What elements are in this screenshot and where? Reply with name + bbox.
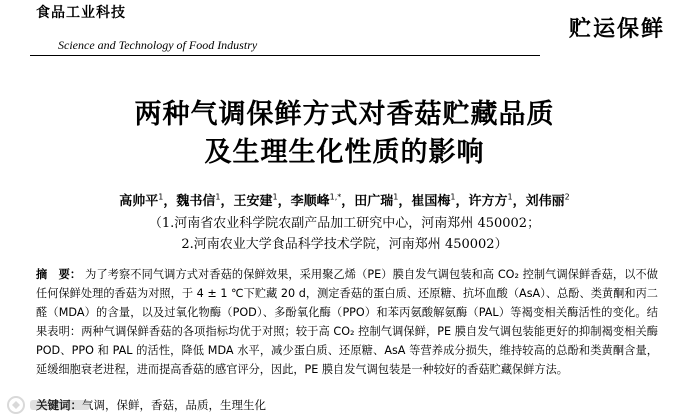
- journal-name-cn: 食品工业科技: [36, 5, 126, 21]
- author: 许方方$^1$: [468, 192, 513, 209]
- author: 李顺峰$^{1,*}$: [290, 192, 342, 209]
- keywords-text: 气调，保鲜，香菇，品质，生理生化: [82, 398, 266, 412]
- author: 高帅平$^1$: [119, 192, 164, 209]
- author: 魏书信$^1$: [176, 192, 221, 209]
- author: 崔国梅$^1$: [411, 192, 456, 209]
- abstract: [36, 266, 658, 379]
- affiliation-2: 2.河南农业大学食品科学技术学院，河南郑州 450002）: [181, 237, 508, 252]
- header-rule: [30, 55, 540, 56]
- author: 田广瑞$^1$: [354, 192, 399, 209]
- abstract-label: 摘 要：: [36, 268, 82, 281]
- article-title-line-2: 及生理生化性质的影响: [204, 137, 485, 168]
- affiliation-1: （1.河南省农业科学院农副产品加工研究中心，河南郑州 450002；: [148, 216, 541, 231]
- author-list: 高帅平$^1$，魏书信$^1$，王安建$^1$，李顺峰$^{1,*}$，田广瑞$^1$，崔国梅$^1$，许方方$^1$，刘伟丽$^2$: [119, 192, 570, 209]
- journal-header: [0, 0, 689, 64]
- author: 王安建$^1$: [233, 192, 278, 209]
- keywords: [36, 397, 266, 413]
- author: 刘伟丽$^2$: [525, 192, 570, 209]
- abstract-text: 为了考察不同气调方式对香菇的保鲜效果，采用聚乙烯（PE）膜自发气调包装和高 CO₂ 控制气调保鲜香菇，以不做任何保鲜处理的香菇为对照，于 4 ± 1 ℃下贮藏 20 d，测定香菇的蛋白质、还原糖、抗坏血酸（AsA）、总酚、类黄酮和丙二醛（MDA）的含量，以及过氧化物酶（POD）、多酚氧化酶（PPO）和苯丙氨酸解氨酶（PAL）等褐变相关酶活性的变化。结果表明：两种气调保鲜香菇的各项指标均优于对照；较于高 CO₂ 控制气调保鲜，PE 膜自发气调包装能更好的抑制褐变相关酶 POD、PPO 和 PAL 的活性，降低 MDA 水平，减少蛋白质、还原糖、AsA 等营养成分损失，维持较高的总酚和类黄酮含量，延缓细胞衰老进程，进而提高香菇的感官评分，因此，PE 膜自发气调包装是一种较好的香菇贮藏保鲜方法。: [36, 268, 658, 376]
- article-title-line-1: 两种气调保鲜方式对香菇贮藏品质: [134, 99, 555, 130]
- journal-name-en: Science and Technology of Food Industry: [58, 38, 258, 52]
- keywords-label: 关键词：: [36, 398, 82, 412]
- section-label: 贮运保鲜: [568, 17, 665, 42]
